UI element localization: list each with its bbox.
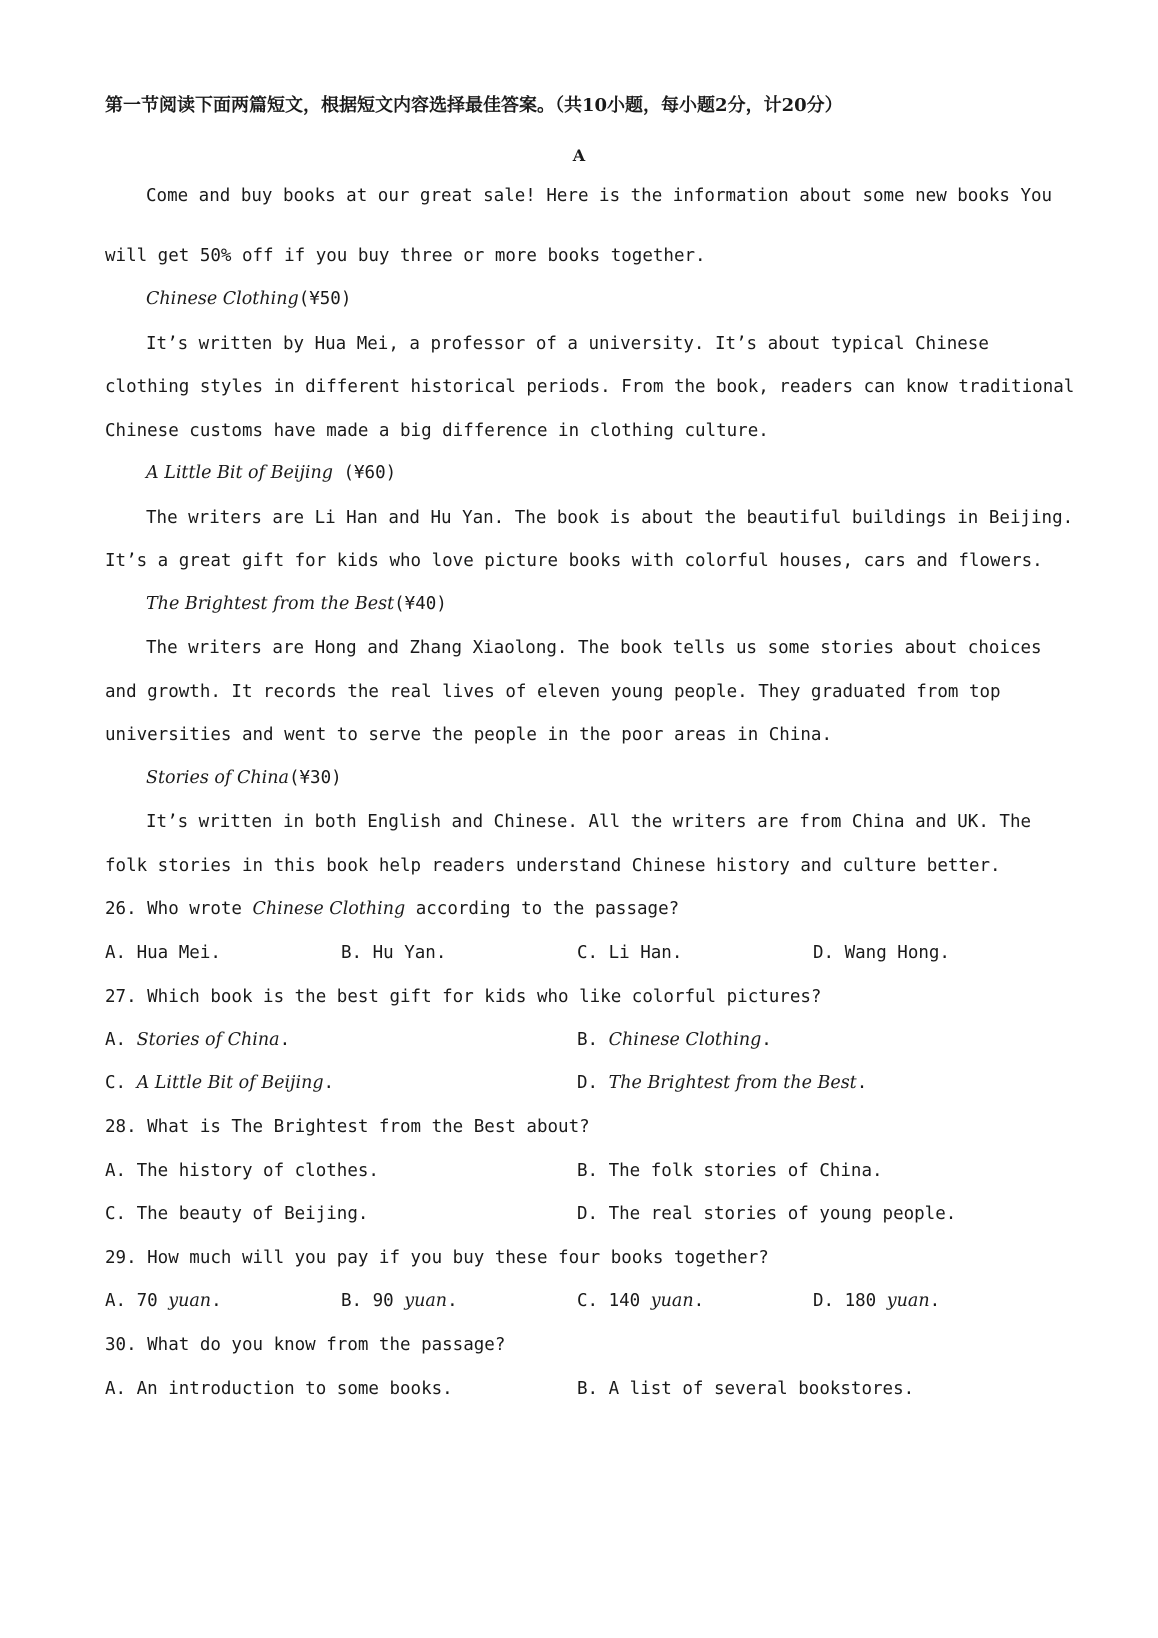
- option-b[interactable]: B. The folk stories of China.: [577, 1161, 883, 1181]
- option-c[interactable]: C. Li Han.: [577, 943, 683, 963]
- book-price: (¥40): [394, 594, 447, 614]
- option-d[interactable]: D. The real stories of young people.: [577, 1204, 957, 1224]
- paragraph-line: Chinese customs have made a big difference in clothing culture.: [105, 421, 769, 441]
- paragraph-line: folk stories in this book help readers understand Chinese history and culture better.: [105, 856, 1001, 876]
- option-a[interactable]: A. An introduction to some books.: [105, 1379, 453, 1399]
- option-label: B.: [577, 1030, 609, 1050]
- book-title: A Little Bit of Beijing: [136, 1073, 324, 1093]
- option-amount: A. 70: [105, 1291, 169, 1311]
- book-title: Chinese Clothing: [608, 1030, 762, 1050]
- book-title-line: [146, 287, 1058, 311]
- option-d[interactable]: D. Wang Hong.: [813, 943, 950, 963]
- option-d[interactable]: D. 180 yuan.: [813, 1291, 941, 1311]
- book-price: (¥30): [288, 768, 342, 788]
- currency-unit: yuan: [168, 1291, 212, 1311]
- question-text: 26. Who wrote: [105, 899, 253, 919]
- currency-unit: yuan: [886, 1291, 930, 1311]
- passage-label: A: [572, 146, 586, 165]
- option-c[interactable]: C. A Little Bit of Beijing.: [105, 1073, 335, 1093]
- option-a[interactable]: A. Stories of China.: [105, 1030, 291, 1050]
- currency-unit: yuan: [404, 1291, 448, 1311]
- book-title: Chinese Clothing: [252, 899, 406, 919]
- option-d[interactable]: D. The Brightest from the Best.: [577, 1073, 868, 1093]
- intro-line-1: Come and buy books at our great sale! Here is the information about some new books You: [146, 186, 1053, 206]
- option-a[interactable]: A. The history of clothes.: [105, 1161, 379, 1181]
- book-title: Stories of China: [136, 1030, 280, 1050]
- paragraph-line: It’s a great gift for kids who love picture books with colorful houses, cars and flowers.: [105, 551, 1043, 571]
- question-29: 29. How much will you pay if you buy these four books together?: [105, 1248, 769, 1268]
- paragraph-line: It’s written in both English and Chinese. All the writers are from China and UK. The: [146, 812, 1032, 832]
- question-28: 28. What is The Brightest from the Best about?: [105, 1117, 590, 1137]
- question-30: 30. What do you know from the passage?: [105, 1335, 506, 1355]
- book-title: A Little Bit of Beijing: [146, 463, 333, 483]
- paragraph-line: and growth. It records the real lives of eleven young people. They graduated from top: [105, 682, 1001, 702]
- question-26: [105, 897, 1058, 921]
- question-text: according to the passage?: [405, 899, 680, 919]
- option-a[interactable]: A. 70 yuan.: [105, 1291, 222, 1311]
- book-title: The Brightest from the Best: [146, 594, 395, 614]
- option-c[interactable]: C. 140 yuan.: [577, 1291, 705, 1311]
- paragraph-line: The writers are Hong and Zhang Xiaolong. The book tells us some stories about choices: [146, 638, 1042, 658]
- option-amount: B. 90: [341, 1291, 405, 1311]
- option-label: D.: [577, 1073, 609, 1093]
- paragraph-line: universities and went to serve the people in the poor areas in China.: [105, 725, 832, 745]
- option-c[interactable]: C. The beauty of Beijing.: [105, 1204, 369, 1224]
- section-heading: 第一节阅读下面两篇短文，根据短文内容选择最佳答案。（共10小题，每小题2分，计20分）: [105, 95, 843, 116]
- book-title: Stories of China: [146, 768, 289, 788]
- option-b[interactable]: B. Hu Yan.: [341, 943, 447, 963]
- paragraph-line: It’s written by Hua Mei, a professor of a university. It’s about typical Chinese: [146, 334, 989, 354]
- book-title: Chinese Clothing: [146, 289, 299, 309]
- book-price: (¥60): [332, 463, 397, 483]
- question-27: 27. Which book is the best gift for kids who like colorful pictures?: [105, 987, 822, 1007]
- option-label: C.: [105, 1073, 137, 1093]
- book-title: The Brightest from the Best: [608, 1073, 857, 1093]
- option-b[interactable]: B. Chinese Clothing.: [577, 1030, 772, 1050]
- currency-unit: yuan: [650, 1291, 694, 1311]
- intro-line-2: will get 50% off if you buy three or more books together.: [105, 246, 706, 266]
- paragraph-line: The writers are Li Han and Hu Yan. The book is about the beautiful buildings in Beijing.: [146, 508, 1074, 528]
- option-a[interactable]: A. Hua Mei.: [105, 943, 221, 963]
- book-title-line: [146, 461, 1058, 485]
- option-label: A.: [105, 1030, 137, 1050]
- option-b[interactable]: B. A list of several bookstores.: [577, 1379, 915, 1399]
- paragraph-line: clothing styles in different historical periods. From the book, readers can know traditional: [105, 377, 1075, 397]
- book-title-line: [146, 766, 1058, 790]
- book-price: (¥50): [298, 289, 352, 309]
- option-amount: D. 180: [813, 1291, 887, 1311]
- option-b[interactable]: B. 90 yuan.: [341, 1291, 458, 1311]
- book-title-line: [146, 592, 1058, 616]
- option-amount: C. 140: [577, 1291, 651, 1311]
